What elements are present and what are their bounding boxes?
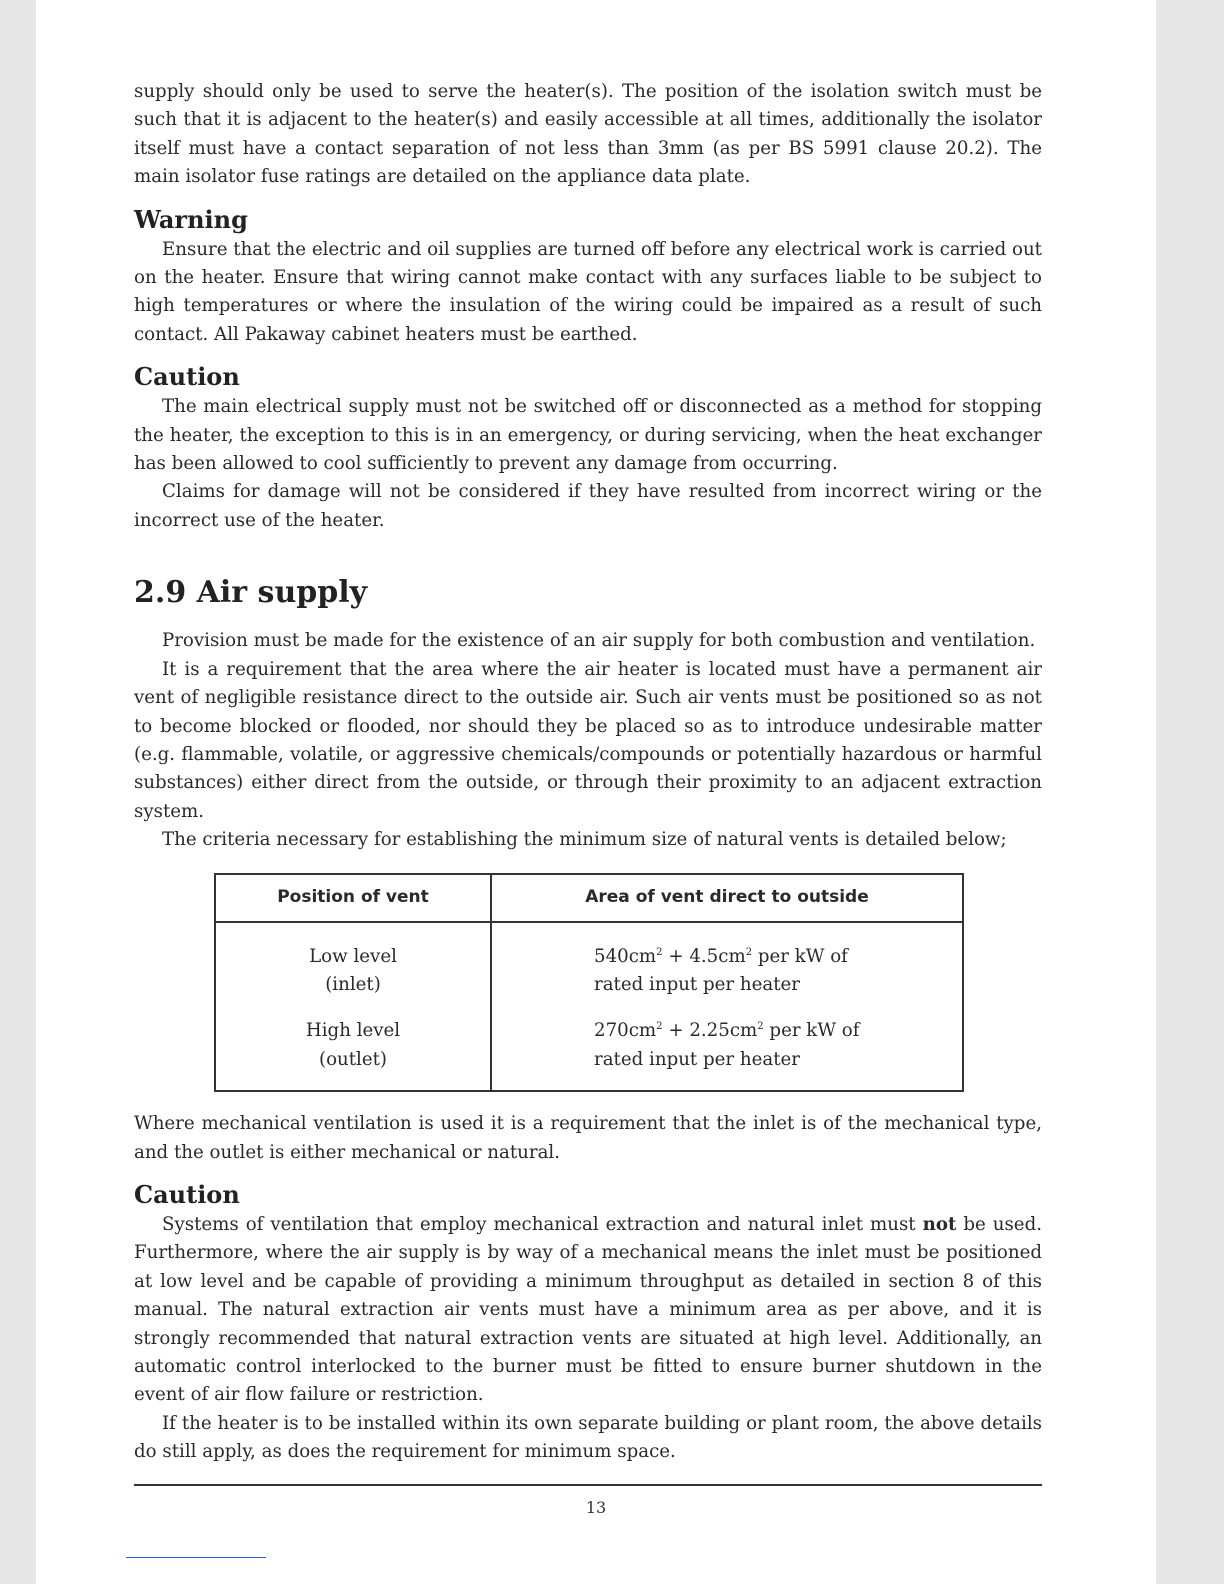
table-header-area: Area of vent direct to outside xyxy=(491,874,963,922)
table-cell-area xyxy=(491,1016,963,1091)
caution-heading: Caution xyxy=(134,362,240,392)
table-cell-area xyxy=(491,922,963,1001)
air-supply-paragraph-1: Provision must be made for the existence of an air supply for both combustion and ventilation. xyxy=(162,630,1036,652)
position-line-2: (inlet) xyxy=(325,973,381,995)
area-superscript: 2 xyxy=(757,1021,764,1033)
section-heading-air-supply: 2.9 Air supply xyxy=(134,575,368,611)
table-row xyxy=(215,922,963,1001)
table-cell-position xyxy=(215,922,491,1001)
area-line-1 xyxy=(594,1017,961,1045)
area-value-part: + 4.5cm xyxy=(662,945,746,967)
position-line-1: High level xyxy=(305,1020,401,1042)
air-supply-paragraph-3: The criteria necessary for establishing the minimum size of natural vents is detailed below; xyxy=(162,829,1007,851)
position-line-2: (outlet) xyxy=(318,1048,388,1070)
vent-size-table xyxy=(214,873,964,1093)
area-value-part: per kW of xyxy=(752,945,848,967)
table-cell-position xyxy=(215,1016,491,1091)
caution-heading-2: Caution xyxy=(134,1179,240,1209)
separate-building-paragraph: If the heater is to be installed within its own separate building or plant room, the above details do still apply, as does the requirement for minimum space. xyxy=(134,1412,1042,1463)
area-superscript: 2 xyxy=(656,1021,663,1033)
caution-text-start: Systems of ventilation that employ mechanical extraction and natural inlet must xyxy=(162,1213,923,1235)
warning-heading: Warning xyxy=(134,204,248,234)
table-row xyxy=(215,1016,963,1091)
area-line-1 xyxy=(594,943,961,971)
area-value-part: 540cm xyxy=(594,945,657,967)
table-header-row xyxy=(215,874,963,922)
scan-link-underline xyxy=(126,1557,266,1558)
area-line-2: rated input per heater xyxy=(594,973,800,995)
caution-text-emphasis: not xyxy=(922,1213,957,1235)
area-value-part: 270cm xyxy=(594,1020,657,1042)
area-value-part: + 2.25cm xyxy=(662,1020,758,1042)
warning-paragraph: Ensure that the electric and oil supplies are turned off before any electrical work is carried out on the heater. Ensure that wiring cannot make contact with any surfaces liable to be subject to high temperatures or where the insulation of the wiring could be impaired as a result of such contact. All Pakaway cabinet heaters must be earthed. xyxy=(134,238,1042,345)
air-supply-paragraph-2: It is a requirement that the area where the air heater is located must have a permanent air vent of negligible resistance direct to the outside air. Such air vents must be positioned so as not to become blocked or flooded, nor should they be placed so as to introduce undesirable matter (e.g. flammable, volatile, or aggressive chemicals/compounds or potentially hazardous or harmful substances) either direct from the outside, or through their proximity to an adjacent extraction system. xyxy=(134,658,1042,822)
page-content xyxy=(134,78,1042,1467)
footer-divider xyxy=(134,1484,1042,1486)
position-line-1: Low level xyxy=(309,945,397,967)
area-line-2: rated input per heater xyxy=(594,1048,800,1070)
caution-paragraph-2 xyxy=(134,1211,1042,1410)
caution-text-end: be used. Furthermore, where the air supply is by way of a mechanical means the inlet must be positioned at low level and be capable of providing a minimum throughput as detailed in section 8 of this manual. The natural extraction air vents must have a minimum area as per above, and it is strongly recommended that natural extraction vents are situated at high level. Additionally, an automatic control interlocked to the burner must be fitted to ensure burner shutdown in the event of air flow failure or restriction. xyxy=(134,1213,1042,1406)
document-page xyxy=(36,0,1156,1584)
mechanical-ventilation-paragraph: Where mechanical ventilation is used it is a requirement that the inlet is of the mechanical type, and the outlet is either mechanical or natural. xyxy=(134,1113,1042,1163)
claims-paragraph: Claims for damage will not be considered if they have resulted from incorrect wiring or the incorrect use of the heater. xyxy=(134,481,1042,531)
area-superscript: 2 xyxy=(656,946,663,958)
table-spacer-row xyxy=(215,1000,963,1016)
page-number: 13 xyxy=(585,1498,607,1517)
area-value-part: per kW of xyxy=(763,1020,860,1042)
table-header-position: Position of vent xyxy=(215,874,491,922)
caution-paragraph: The main electrical supply must not be switched off or disconnected as a method for stopping the heater, the exception to this is in an emergency, or during servicing, when the heat exchanger has been allowed to cool sufficiently to prevent any damage from occurring. xyxy=(134,396,1042,475)
area-superscript: 2 xyxy=(745,946,753,958)
intro-paragraph: supply should only be used to serve the heater(s). The position of the isolation switch must be such that it is adjacent to the heater(s) and easily accessible at all times, additionally the isolator itself must have a contact separation of not less than 3mm (as per BS 5991 clause 20.2). The main isolator fuse ratings are detailed on the appliance data plate. xyxy=(134,81,1042,188)
